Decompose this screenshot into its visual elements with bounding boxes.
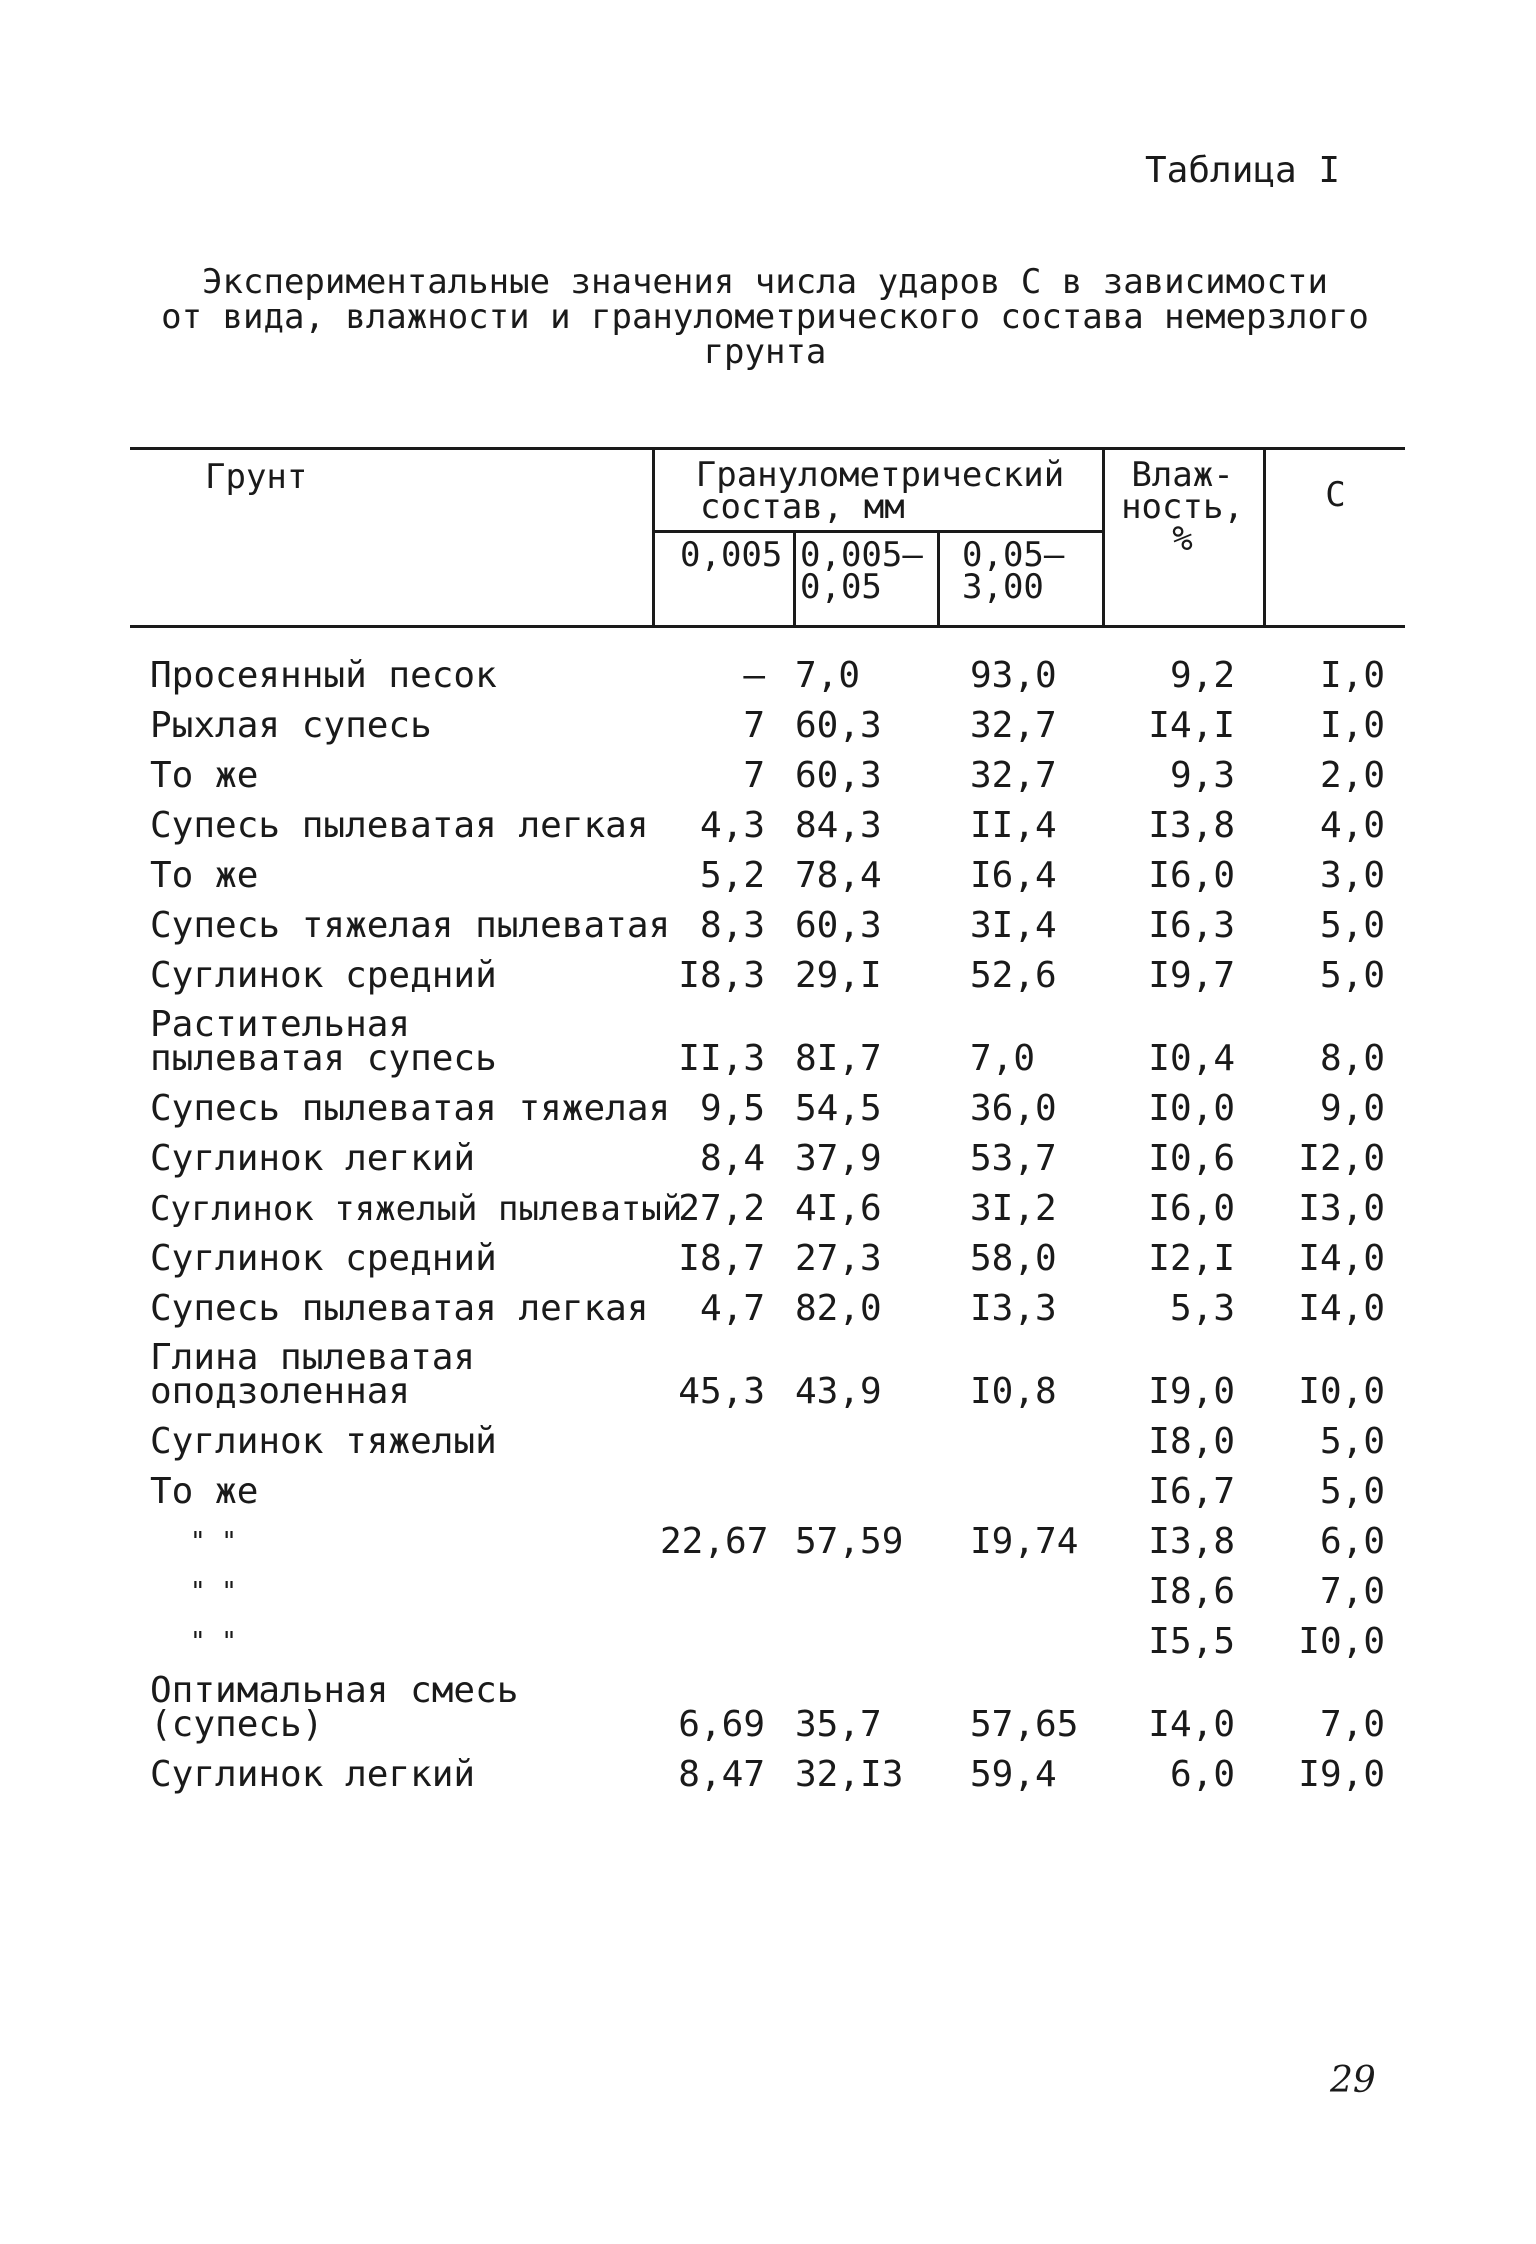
- row-soil-name: Глина пылеватая оподзоленная: [150, 1337, 476, 1412]
- row-moisture: 9,2: [1169, 655, 1235, 696]
- table-row: [0, 1712, 1536, 1795]
- header-moisture-line-2: ность,: [1121, 487, 1244, 527]
- row-value-0-005: –: [743, 655, 765, 696]
- row-moisture: I8,6: [1148, 1571, 1235, 1612]
- page-number: 29: [1330, 2060, 1376, 2101]
- row-value-0-005-0-05: 37,9: [795, 1138, 882, 1179]
- row-moisture: I5,5: [1148, 1621, 1235, 1662]
- row-moisture: I9,0: [1148, 1371, 1235, 1412]
- row-moisture: I6,7: [1148, 1471, 1235, 1512]
- row-value-0-005: 22,67: [660, 1521, 769, 1562]
- row-moisture: I8,0: [1148, 1421, 1235, 1462]
- row-soil-name: Растительная пылеватая супесь: [150, 1004, 497, 1079]
- row-c: 5,0: [1319, 1471, 1385, 1512]
- row-value-0-005: 9,5: [699, 1088, 765, 1129]
- row-moisture: I3,8: [1148, 805, 1235, 846]
- row-value-0-005: I8,7: [678, 1238, 765, 1279]
- row-soil-name: Суглинок тяжелый пылеватый: [150, 1189, 683, 1229]
- header-sub-b-line-2: 0,05: [800, 567, 882, 607]
- row-value-0-05-3-00: 57,65: [970, 1704, 1079, 1745]
- row-value-0-005: 7: [743, 705, 765, 746]
- row-soil-name: Оптимальная смесь (супесь): [150, 1670, 519, 1745]
- row-soil-name: То же: [150, 1471, 259, 1512]
- row-value-0-005-0-05: 78,4: [795, 855, 882, 896]
- row-value-0-05-3-00: I9,74: [970, 1521, 1079, 1562]
- row-value-0-05-3-00: 3I,4: [970, 905, 1057, 946]
- row-moisture: I4,0: [1148, 1704, 1235, 1745]
- row-value-0-05-3-00: 52,6: [970, 955, 1057, 996]
- row-moisture: I0,6: [1148, 1138, 1235, 1179]
- row-value-0-05-3-00: 36,0: [970, 1088, 1057, 1129]
- row-value-0-005-0-05: 60,3: [795, 905, 882, 946]
- row-moisture: 9,3: [1169, 755, 1235, 796]
- row-soil-name: " ": [190, 1577, 237, 1607]
- row-moisture: I0,4: [1148, 1038, 1235, 1079]
- row-c: 2,0: [1319, 755, 1385, 796]
- row-soil-name: Супесь пылеватая тяжелая: [150, 1088, 671, 1129]
- row-moisture: 6,0: [1169, 1754, 1235, 1795]
- table-row: [0, 1579, 1536, 1662]
- row-value-0-05-3-00: 32,7: [970, 755, 1057, 796]
- table-title-line-2: от вида, влажности и гранулометрического состава немерзлого: [161, 297, 1369, 337]
- row-value-0-005-0-05: 82,0: [795, 1288, 882, 1329]
- row-value-0-005-0-05: 43,9: [795, 1371, 882, 1412]
- header-moisture-line-1: Влаж-: [1131, 455, 1234, 495]
- row-moisture: I2,I: [1148, 1238, 1235, 1279]
- header-sub-a: 0,005: [680, 535, 783, 575]
- table-row: [0, 1246, 1536, 1329]
- row-moisture: I3,8: [1148, 1521, 1235, 1562]
- row-value-0-05-3-00: 58,0: [970, 1238, 1057, 1279]
- column-divider: [1263, 447, 1266, 628]
- row-value-0-005: 6,69: [678, 1704, 765, 1745]
- row-value-0-005-0-05: 7,0: [795, 655, 861, 696]
- row-moisture: 5,3: [1169, 1288, 1235, 1329]
- header-moisture-line-3: %: [1172, 519, 1193, 559]
- row-value-0-005-0-05: 54,5: [795, 1088, 882, 1129]
- row-moisture: I0,0: [1148, 1088, 1235, 1129]
- row-value-0-05-3-00: 7,0: [970, 1038, 1036, 1079]
- row-moisture: I6,3: [1148, 905, 1235, 946]
- header-sub-b-line-1: 0,005–: [800, 535, 923, 575]
- row-soil-name: Супесь пылеватая легкая: [150, 805, 649, 846]
- row-moisture: I6,0: [1148, 855, 1235, 896]
- row-c: 4,0: [1319, 805, 1385, 846]
- row-soil-name: Супесь пылеватая легкая: [150, 1288, 649, 1329]
- table-row: [0, 913, 1536, 996]
- row-soil-name: " ": [190, 1627, 237, 1657]
- row-value-0-05-3-00: 32,7: [970, 705, 1057, 746]
- row-value-0-05-3-00: 3I,2: [970, 1188, 1057, 1229]
- header-granulometric-line-2: состав, мм: [700, 487, 905, 527]
- row-c: I4,0: [1298, 1238, 1385, 1279]
- row-soil-name: Суглинок легкий: [150, 1138, 476, 1179]
- row-soil-name: Суглинок средний: [150, 955, 497, 996]
- row-value-0-005: 4,7: [699, 1288, 765, 1329]
- row-c: I9,0: [1298, 1754, 1385, 1795]
- row-value-0-005-0-05: 35,7: [795, 1704, 882, 1745]
- row-value-0-05-3-00: 53,7: [970, 1138, 1057, 1179]
- header-sub-c-line-1: 0,05–: [962, 535, 1065, 575]
- row-soil-name: То же: [150, 855, 259, 896]
- row-c: 5,0: [1319, 905, 1385, 946]
- table-label: Таблица I: [1145, 150, 1341, 191]
- row-value-0-005: 8,4: [699, 1138, 765, 1179]
- row-soil-name: " ": [190, 1527, 237, 1557]
- table-top-rule: [130, 447, 1405, 450]
- row-value-0-005: I8,3: [678, 955, 765, 996]
- row-value-0-05-3-00: 93,0: [970, 655, 1057, 696]
- row-soil-name: Суглинок средний: [150, 1238, 497, 1279]
- row-value-0-005: II,3: [678, 1038, 765, 1079]
- header-soil: Грунт: [205, 457, 308, 497]
- row-value-0-005: 5,2: [699, 855, 765, 896]
- row-moisture: I4,I: [1148, 705, 1235, 746]
- row-value-0-05-3-00: II,4: [970, 805, 1057, 846]
- row-value-0-005-0-05: 60,3: [795, 705, 882, 746]
- row-value-0-005-0-05: 60,3: [795, 755, 882, 796]
- row-value-0-005-0-05: 4I,6: [795, 1188, 882, 1229]
- header-c: С: [1325, 475, 1346, 515]
- row-soil-name: Просеянный песок: [150, 655, 497, 696]
- row-value-0-005-0-05: 57,59: [795, 1521, 904, 1562]
- row-c: I,0: [1319, 705, 1385, 746]
- row-c: 5,0: [1319, 955, 1385, 996]
- row-c: I0,0: [1298, 1371, 1385, 1412]
- row-soil-name: Суглинок тяжелый: [150, 1421, 497, 1462]
- row-c: I,0: [1319, 655, 1385, 696]
- row-c: 8,0: [1319, 1038, 1385, 1079]
- row-c: I0,0: [1298, 1621, 1385, 1662]
- row-value-0-005: 27,2: [678, 1188, 765, 1229]
- row-value-0-005-0-05: 8I,7: [795, 1038, 882, 1079]
- row-value-0-005: 4,3: [699, 805, 765, 846]
- row-c: I2,0: [1298, 1138, 1385, 1179]
- row-c: 7,0: [1319, 1704, 1385, 1745]
- granulometric-subheader-rule: [655, 530, 1105, 533]
- row-value-0-05-3-00: I3,3: [970, 1288, 1057, 1329]
- row-value-0-005-0-05: 84,3: [795, 805, 882, 846]
- row-value-0-05-3-00: I0,8: [970, 1371, 1057, 1412]
- row-soil-name: Рыхлая супесь: [150, 705, 432, 746]
- row-value-0-005-0-05: 27,3: [795, 1238, 882, 1279]
- header-sub-c-line-2: 3,00: [962, 567, 1044, 607]
- row-c: I4,0: [1298, 1288, 1385, 1329]
- row-c: I3,0: [1298, 1188, 1385, 1229]
- row-value-0-005-0-05: 32,I3: [795, 1754, 904, 1795]
- row-c: 7,0: [1319, 1571, 1385, 1612]
- table-title-line-1: Экспериментальные значения числа ударов С в зависимости: [202, 262, 1328, 302]
- row-value-0-05-3-00: 59,4: [970, 1754, 1057, 1795]
- row-c: 9,0: [1319, 1088, 1385, 1129]
- row-value-0-005: 8,47: [678, 1754, 765, 1795]
- row-value-0-005: 45,3: [678, 1371, 765, 1412]
- row-moisture: I6,0: [1148, 1188, 1235, 1229]
- column-divider: [652, 447, 655, 628]
- row-value-0-005: 8,3: [699, 905, 765, 946]
- row-soil-name: То же: [150, 755, 259, 796]
- table-title-line-3: грунта: [703, 332, 827, 372]
- row-soil-name: Супесь тяжелая пылеватая: [150, 905, 671, 946]
- row-c: 5,0: [1319, 1421, 1385, 1462]
- row-c: 6,0: [1319, 1521, 1385, 1562]
- header-granulometric-line-1: Гранулометрический: [695, 455, 1065, 495]
- row-soil-name: Суглинок легкий: [150, 1754, 476, 1795]
- row-moisture: I9,7: [1148, 955, 1235, 996]
- row-value-0-005: 7: [743, 755, 765, 796]
- row-value-0-05-3-00: I6,4: [970, 855, 1057, 896]
- row-value-0-005-0-05: 29,I: [795, 955, 882, 996]
- row-c: 3,0: [1319, 855, 1385, 896]
